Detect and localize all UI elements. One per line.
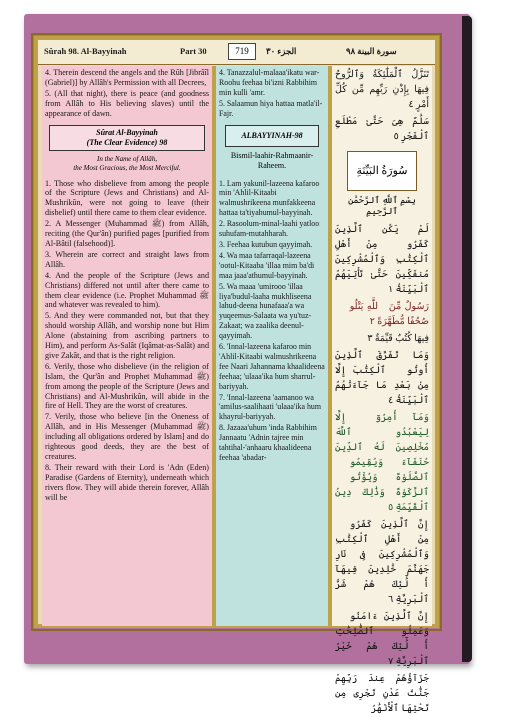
translit-verse: 3. Feehaa kutubun qayyimah. (219, 239, 313, 249)
juz-label-ar: الجزء ٣٠ (266, 46, 297, 56)
translit-verse: 4. Wa maa tafarraqal-lazeena 'ootul-Kitaaba 'illaa mim ba'di maa jaaa'athumul-bayyinah. (219, 250, 315, 280)
translit-verse: 5. Wa maaa 'umirooo 'illaa liya'budul-laaha mukhliseena lahud-deena hunafaaa'a wa yuqeemus-Salaata wa yu'tuz-Zakaat; wa zaalika deenul-qayyimah. (219, 281, 312, 341)
surah-title-box-translit: ALBAYYINAH-98 (225, 125, 319, 147)
surah-title-en: Sûrah 98. Al-Bayyinah (44, 46, 127, 56)
arabic-verse: فِيهَا كُتُبٌ قَيِّمَةٌ ٣ (367, 334, 429, 344)
english-column (42, 66, 212, 626)
page-frame (34, 36, 439, 714)
arabic-verse: تَنَزَّلُ ٱلْمَلَٰٓئِكَةُ وَٱلرُّوحُ فِيهَا بِإِذْنِ رَبِّهِم مِّن كُلِّ أَمْرٍ ٤ (335, 70, 429, 110)
english-verse: 1. Those who disbelieve from among the people of the Scripture (Jews and Christians) and Al-Mushrikûn, were not going to leave (their disbelief) until there came to them clear evidence. (45, 178, 209, 218)
english-verse: 4. Therein descend the angels and the Rûh [Jibrâîl (Gabriel)] by Allâh's Permission with all Decrees, (45, 68, 209, 87)
translit-verse: 5. Salaamun hiya hattaa matla'il-Fajr. (219, 98, 323, 118)
bismillah-line: the Most Gracious, the Most Merciful. (73, 163, 181, 172)
bismillah-ar: بِسْمِ ٱللَّهِ ٱلرَّحْمَٰنِ ٱلرَّحِيمِ (348, 195, 416, 216)
translit-verse: 7. 'Innal-lazeena 'aamanoo wa 'amilus-saalihaati 'ulaaa'ika hum khayrul-bariyyah. (219, 392, 321, 422)
surah-subtitle-line: (The Clear Evidence) 98 (86, 137, 168, 147)
arabic-verse: وَمَا تَفَرَّقَ ٱلَّذِينَ أُوتُوا۟ ٱلْكِتَٰبَ إِلَّا مِنۢ بَعْدِ مَا جَآءَتْهُمُ ٱلْبَيِّنَةُ ٤ (335, 351, 429, 406)
english-verse: 3. Wherein are correct and straight laws from Allâh. (45, 249, 209, 269)
surah-title-box-en (49, 125, 205, 151)
transliteration-column (216, 66, 328, 626)
arabic-column (332, 66, 432, 714)
arabic-verse: جَزَآؤُهُمْ عِندَ رَبِّهِمْ جَنَّٰتُ عَدْنٍ تَجْرِى مِن تَحْتِهَا ٱلْأَنْهَٰرُ (335, 674, 429, 714)
page-header (38, 40, 435, 65)
translit-verse: 1. Lam yakunil-lazeena kafaroo min 'Ahlil-Kitaabi walmushrikeena munfakkeena hattaa ta'tiyahumul-bayyinah. (219, 178, 320, 218)
surah-title-frame-ar: سُورَةُ البَيِّنَةِ (347, 151, 417, 191)
page-number: 719 (228, 43, 256, 60)
part-label: Part 30 (180, 46, 207, 56)
bismillah-line: In the Name of Allâh, (97, 154, 157, 163)
arabic-verse: لَمْ يَكُنِ ٱلَّذِينَ كَفَرُوا۟ مِنْ أَهْلِ ٱلْكِتَٰبِ وَٱلْمُشْرِكِينَ مُنفَكِّينَ حَتَّىٰ تَأْتِيَهُمُ ٱلْبَيِّنَةُ ١ (335, 225, 429, 295)
arabic-verse: إِنَّ ٱلَّذِينَ كَفَرُوا۟ مِنْ أَهْلِ ٱلْكِتَٰبِ وَٱلْمُشْرِكِينَ فِى نَارِ جَهَنَّمَ خَٰلِدِينَ فِيهَآ أُو۟لَٰٓئِكَ هُمْ شَرُّ ٱلْبَرِيَّةِ ٦ (335, 520, 429, 605)
english-verse: 8. Their reward with their Lord is 'Adn (Eden) Paradise (Gardens of Eternity), underneath which rivers flow. They will abide therein forever, Allâh will be (45, 462, 209, 502)
english-verse: 6. Verily, those who disbelieve (in the religion of Islam, the Qur'ân and Prophet Muhammad ﷺ) from among the people of the Scripture (Jews and Christians) and Al-Mushrikûn, will abide in the fire of Hell. They are the worst of creatures. (45, 361, 209, 411)
translit-verse: 8. Jazaaa'uhum 'inda Rabbihim Jannaatu 'Adnin tajree min tahtihal-'anhaaru khaalideena feehaa 'abadar- (219, 423, 317, 462)
arabic-verse: وَمَآ أُمِرُوٓا۟ إِلَّا لِيَعْبُدُوا۟ ٱللَّهَ مُخْلِصِينَ لَهُ ٱلدِّينَ حُنَفَآءَ وَيُقِيمُوا۟ ٱلصَّلَوٰةَ وَيُؤْتُوا۟ ٱلزَّكَوٰةَ وَذَٰلِكَ دِينُ ٱلْقَيِّمَةِ ٥ (335, 413, 429, 513)
bismillah-en (45, 155, 209, 173)
book-spine (462, 16, 472, 662)
arabic-verse: سَلَٰمٌ هِىَ حَتَّىٰ مَطْلَعِ ٱلْفَجْرِ ٥ (335, 117, 429, 142)
translit-verse: 2. Rasoolum-minal-laahi yatloo suhufam-mutahharah. (219, 219, 320, 239)
english-verse: 5. And they were commanded not, but that they should worship Allâh, and worship none but Him Alone (abstaining from ascribing partners to Him), and perform As-Salât (Iqâmat-as-Salât) and give Zakât, and that is the right religion. (45, 311, 209, 360)
bismillah-translit: Bismil-laahir-Rahmaanir-Raheem. (230, 150, 314, 170)
arabic-verse: إِنَّ ٱلَّذِينَ ءَامَنُوا۟ وَعَمِلُوا۟ ٱلصَّٰلِحَٰتِ أُو۟لَٰٓئِكَ هُمْ خَيْرُ ٱلْبَرِيَّةِ ٧ (335, 612, 429, 667)
translit-verse: 6. 'Innal-lazeena kafaroo min 'Ahlil-Kitaabi walmushrikeena fee Naari Jahannama khaalideena feehaa; 'ulaaa'ika hum sharrul-bariyyah. (219, 342, 325, 391)
surah-title-ar: سورة البينة ٩٨ (346, 46, 397, 56)
english-verse: 7. Verily, those who believe [in the Oneness of Allâh, and in His Messenger (Muhammad ﷺ) including all obligations ordered by Islam] and do righteous good deeds, they are the best of creatures. (45, 412, 209, 461)
arabic-verse: رَسُولٌ مِّنَ ٱللَّهِ يَتْلُوا۟ صُحُفًا مُّطَهَّرَةً ٢ (335, 302, 429, 327)
english-verse: 4. And the people of the Scripture (Jews and Christians) differed not until after there came to them clear evidence (i.e. Prophet Muhammad ﷺ and whatever was revealed to him). (45, 270, 209, 310)
translit-verse: 4. Tanazzalul-malaaa'ikatu war-Roohu feehaa bi'izni Rabbihim min kulli 'amr. (219, 68, 320, 97)
english-verse: 2. A Messenger (Muhammad ﷺ) from Allâh, reciting (the Qur'ân) purified pages [purified from Al-Bâtil (falsehood)]. (45, 219, 209, 248)
surah-title-line: Sûrat Al-Bayyinah (96, 127, 158, 137)
english-verse: 5. (All that night), there is peace (and goodness from Allâh to His believing slaves) until the appearance of dawn. (45, 88, 209, 118)
